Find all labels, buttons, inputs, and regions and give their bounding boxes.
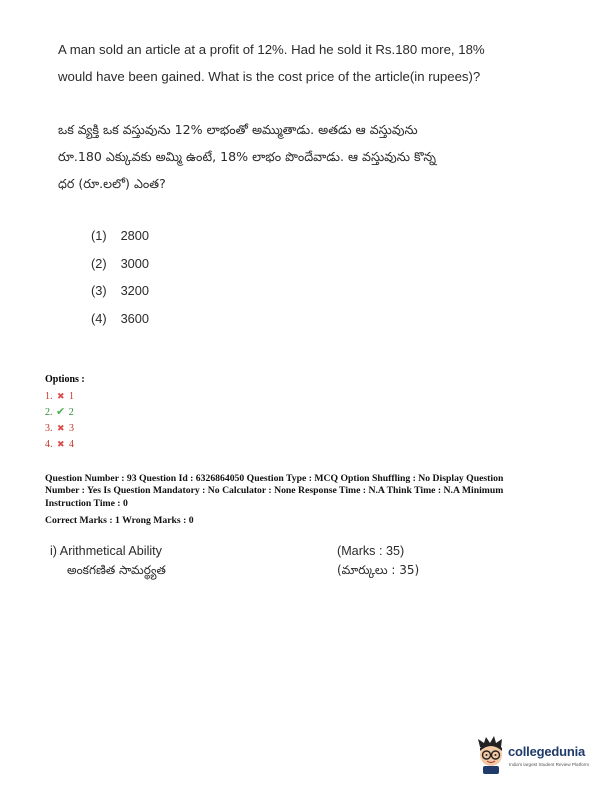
section-title-telugu: అంకగణిత సామర్థ్యత	[67, 563, 166, 577]
cross-icon: ✖	[57, 439, 65, 449]
option-result-index: 4.	[45, 439, 53, 450]
option-value: 2800	[120, 228, 150, 243]
options-result-block	[45, 374, 85, 452]
option-result-label: 1	[69, 391, 75, 402]
question-english-line-2: would have been gained. What is the cost price of the article(in rupees)?	[58, 69, 481, 84]
option-result-index: 1.	[45, 391, 53, 402]
section-title-english: i) Arithmetical Ability	[50, 544, 162, 558]
option-result-label: 2	[68, 407, 74, 418]
option-result-row	[45, 404, 85, 420]
section-marks-telugu: (మార్కులు : 35)	[337, 563, 420, 577]
metadata-line-2: Number : Yes Is Question Mandatory : No Calculator : None Response Time : N.A Think Time : N.A Minimum	[45, 485, 504, 497]
question-text-telugu	[58, 116, 588, 197]
brand-name: collegedunia	[508, 744, 586, 759]
option-result-index: 3.	[45, 423, 53, 434]
question-telugu-line-1: ఒక వ్యక్తి ఒక వస్తువును 12% లాభంతో అమ్ముతాడు. అతడు ఆ వస్తువును	[58, 122, 418, 137]
option-result-row	[45, 388, 85, 404]
option-value: 3200	[120, 283, 150, 299]
section-header	[50, 542, 450, 580]
mascot-icon	[474, 735, 508, 775]
answer-options-list	[91, 226, 149, 337]
options-title: Options :	[45, 374, 85, 385]
cross-icon: ✖	[57, 423, 65, 433]
option-value: 3600	[120, 311, 150, 327]
section-marks-english: (Marks : 35)	[337, 544, 405, 558]
question-telugu-line-2: రూ.180 ఎక్కువకు అమ్మి ఉంటే, 18% లాభం పొందేవాడు. ఆ వస్తువును కొన్న	[58, 149, 436, 164]
answer-option	[91, 309, 149, 337]
option-number: (1)	[91, 228, 107, 243]
option-result-row	[45, 420, 85, 436]
question-english-line-1: A man sold an article at a profit of 12%. Had he sold it Rs.180 more, 18%	[58, 42, 485, 57]
option-number: (2)	[91, 255, 107, 271]
collegedunia-logo	[474, 735, 604, 775]
brand-tagline: India's largest Student Review Platform	[509, 762, 590, 767]
option-result-label: 4	[69, 439, 75, 450]
question-text-english	[58, 36, 578, 90]
metadata-line-3: Instruction Time : 0	[45, 497, 128, 509]
option-result-row	[45, 436, 85, 452]
marks-line: Correct Marks : 1 Wrong Marks : 0	[45, 515, 194, 527]
option-number: (4)	[91, 311, 107, 327]
answer-option	[91, 226, 149, 254]
answer-option	[91, 254, 149, 282]
option-value: 3000	[120, 255, 150, 271]
option-result-label: 3	[69, 423, 75, 434]
option-number: (3)	[91, 283, 107, 299]
checkmark-icon: ✔	[56, 406, 66, 418]
option-result-index: 2.	[45, 407, 53, 418]
answer-option	[91, 281, 149, 309]
question-telugu-line-3: ధర (రూ.లలో) ఎంత?	[58, 176, 166, 191]
metadata-line-1: Question Number : 93 Question Id : 6326864050 Question Type : MCQ Option Shuffling : No Display Question	[45, 473, 504, 484]
question-metadata	[45, 473, 575, 528]
cross-icon: ✖	[57, 391, 65, 401]
